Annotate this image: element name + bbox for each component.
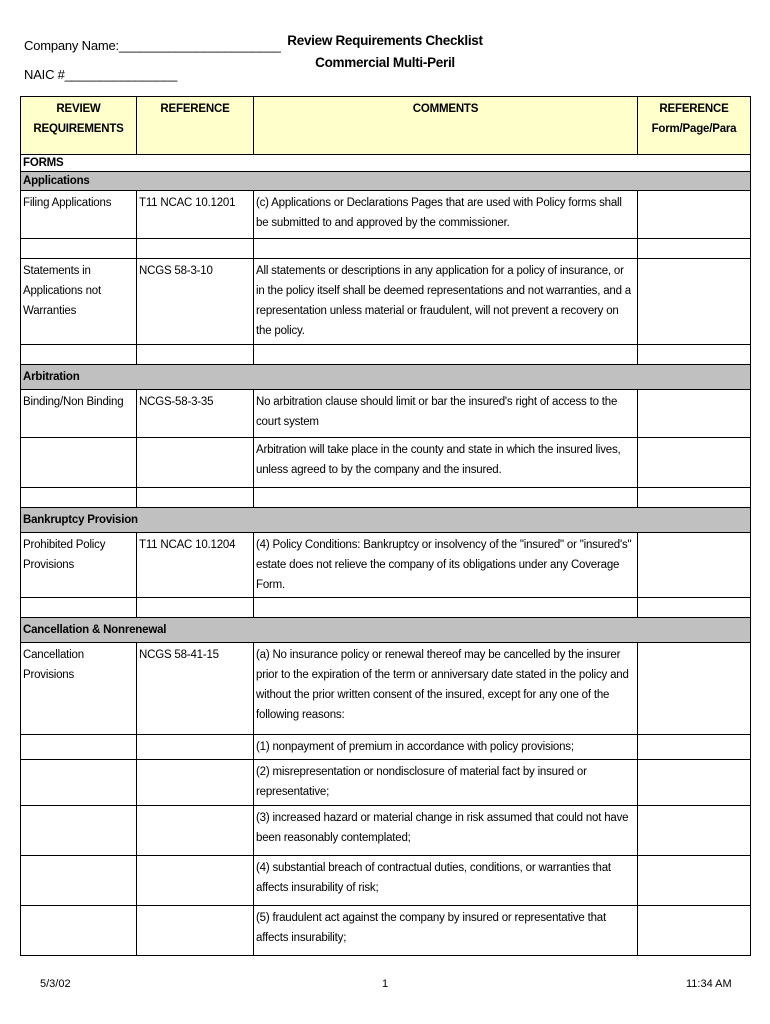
requirement-cell: Statements in Applications not Warranties — [21, 259, 137, 345]
requirement-cell: Binding/Non Binding — [21, 390, 137, 438]
col-comments: COMMENTS — [254, 97, 638, 155]
table-row — [21, 172, 751, 191]
document-subtitle: Commercial Multi-Peril — [315, 55, 455, 70]
table-row — [21, 533, 751, 598]
table-row — [21, 735, 751, 760]
table-row — [21, 906, 751, 956]
table-row — [21, 191, 751, 239]
table-row — [21, 856, 751, 906]
comment-cell: (4) substantial breach of contractual duties, conditions, or warranties that affects insurability of risk; — [254, 856, 638, 906]
table-row — [21, 438, 751, 488]
company-name-label: Company Name:_______________________ — [24, 38, 281, 53]
naic-label: NAIC #________________ — [24, 67, 178, 82]
section-cancellation: Cancellation & Nonrenewal — [21, 618, 751, 643]
table-row — [21, 598, 751, 618]
requirement-cell: Prohibited Policy Provisions — [21, 533, 137, 598]
comment-cell: Arbitration will take place in the county and state in which the insured lives, unless agreed to by the company and the insured. — [254, 438, 638, 488]
section-applications: Applications — [21, 172, 751, 191]
comment-cell: (1) nonpayment of premium in accordance with policy provisions; — [254, 735, 638, 760]
reference-cell: T11 NCAC 10.1201 — [137, 191, 254, 239]
comment-cell: (2) misrepresentation or nondisclosure of material fact by insured or representative; — [254, 760, 638, 806]
comment-cell: (4) Policy Conditions: Bankruptcy or insolvency of the "insured" or "insured's" estate does not relieve the company of its obligations under any Coverage Form. — [254, 533, 638, 598]
comment-cell: All statements or descriptions in any application for a policy of insurance, or in the policy itself shall be deemed representations and not warranties, and a representation unless material or fraudulent, will not prevent a recovery on the policy. — [254, 259, 638, 345]
comment-cell: No arbitration clause should limit or bar the insured's right of access to the court system — [254, 390, 638, 438]
footer-page-number: 1 — [382, 978, 389, 990]
reference-cell: NCGS 58-41-15 — [137, 643, 254, 735]
col-reference: REFERENCE — [137, 97, 254, 155]
reference-cell: NCGS-58-3-35 — [137, 390, 254, 438]
form-ref-cell — [638, 643, 751, 735]
reference-cell: NCGS 58-3-10 — [137, 259, 254, 345]
form-ref-cell — [638, 259, 751, 345]
form-ref-cell — [638, 191, 751, 239]
requirement-cell: Filing Applications — [21, 191, 137, 239]
table-row — [21, 239, 751, 259]
table-header-row — [21, 97, 751, 155]
footer-date: 5/3/02 — [40, 978, 71, 990]
col-review-requirements: REVIEW REQUIREMENTS — [21, 97, 137, 155]
table-row — [21, 155, 751, 172]
table-row — [21, 760, 751, 806]
comment-cell: (a) No insurance policy or renewal thereof may be cancelled by the insurer prior to the expiration of the term or anniversary date stated in the policy and without the prior written consent of the insured, except for any one of the following reasons: — [254, 643, 638, 735]
table-row — [21, 508, 751, 533]
comment-cell: (c) Applications or Declarations Pages that are used with Policy forms shall be submitted to and approved by the commissioner. — [254, 191, 638, 239]
section-forms: FORMS — [21, 155, 751, 172]
footer-time: 11:34 AM — [686, 978, 732, 990]
table-row — [21, 259, 751, 345]
table-row — [21, 806, 751, 856]
requirements-table — [20, 96, 751, 956]
requirement-cell: Cancellation Provisions — [21, 643, 137, 735]
form-ref-cell — [638, 390, 751, 438]
table-row — [21, 390, 751, 438]
table-row — [21, 618, 751, 643]
table-row — [21, 365, 751, 390]
table-row — [21, 488, 751, 508]
section-arbitration: Arbitration — [21, 365, 751, 390]
form-ref-cell — [638, 533, 751, 598]
table-row — [21, 643, 751, 735]
reference-cell: T11 NCAC 10.1204 — [137, 533, 254, 598]
comment-cell: (3) increased hazard or material change in risk assumed that could not have been reasonably contemplated; — [254, 806, 638, 856]
comment-cell: (5) fraudulent act against the company by insured or representative that affects insurability; — [254, 906, 638, 956]
section-bankruptcy: Bankruptcy Provision — [21, 508, 751, 533]
col-reference-form-page-para: REFERENCE Form/Page/Para — [638, 97, 751, 155]
document-title: Review Requirements Checklist — [287, 33, 483, 48]
table-row — [21, 345, 751, 365]
